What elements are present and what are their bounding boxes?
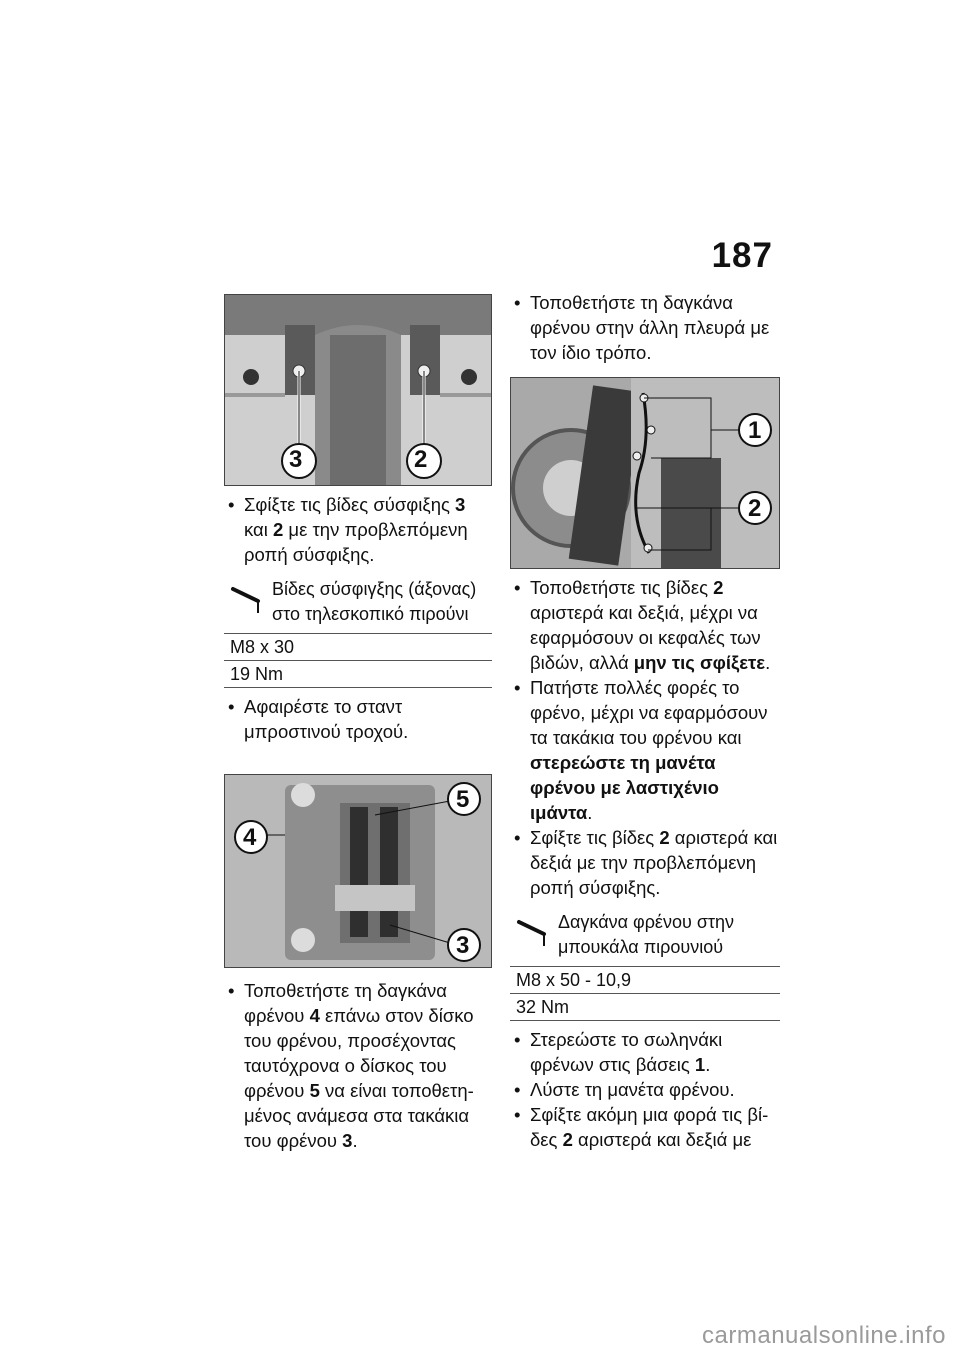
brake-caliper-photo <box>224 774 492 968</box>
spec-bolt-size: M8 x 30 <box>224 634 492 661</box>
torque-wrench-icon <box>516 914 552 950</box>
instruction-tighten-clamp-bolts: • Σφίξτε τις βίδες σύσφιξης 3 και 2 με την προβλεπόμενη ροπή σύσφιξης. <box>224 492 492 567</box>
callout-3b: 3 <box>456 932 470 959</box>
torque-wrench-icon <box>230 581 266 617</box>
spec-title: Δαγκάνα φρένου στην μπουκάλα πιρουνιού <box>558 912 735 957</box>
spec-torque: 32 Nm <box>510 994 780 1021</box>
left-column <box>224 294 492 1153</box>
callout-5: 5 <box>456 786 470 813</box>
spec-bolt-size: M8 x 50 - 10,9 <box>510 967 780 994</box>
instruction-secure-brake-line: • Στερεώστε το σωληνάκι φρένων στις βάσεις 1. <box>510 1027 780 1077</box>
brake-line-photo <box>510 377 780 569</box>
instruction-remove-stand: • Αφαιρέστε το σταντ μπροστινού τροχού. <box>224 694 492 744</box>
instruction-other-side: • Τοποθετήστε τη δαγκάνα φρένου στην άλλη πλευρά με τον ίδιο τρόπο. <box>510 290 780 365</box>
callout-4: 4 <box>243 824 257 851</box>
instruction-retighten-bolts: • Σφίξτε ακόμη μια φορά τις βί-δες 2 αριστερά και δεξιά με <box>510 1102 780 1152</box>
spec-title: Βίδες σύσφιγξης (άξονας) στο τηλεσκοπικό πιρούνι <box>272 579 477 624</box>
instruction-tighten-caliper-bolts: • Σφίξτε τις βίδες 2 αριστερά και δεξιά με την προβλεπόμενη ροπή σύσφιξης. <box>510 825 780 900</box>
page-number: 187 <box>711 236 773 275</box>
right-column <box>510 290 780 1152</box>
torque-spec-caliper <box>510 906 780 1021</box>
callout-3: 3 <box>289 446 303 473</box>
instruction-fit-bolts: • Τοποθετήστε τις βίδες 2 αριστερά και δεξιά, μέχρι να εφαρμόσουν οι κεφαλές των βιδών, αλλά μην τις σφίξετε. <box>510 575 780 675</box>
instruction-release-lever: • Λύστε τη μανέτα φρένου. <box>510 1077 780 1102</box>
watermark: carmanualsonline.info <box>702 1322 946 1349</box>
callout-2: 2 <box>414 446 428 473</box>
callout-2b: 2 <box>748 495 762 522</box>
spec-torque: 19 Nm <box>224 661 492 688</box>
instruction-pump-brake: • Πατήστε πολλές φορές το φρένο, μέχρι να εφαρμόσουν τα τακάκια του φρένου και στερεώστε τη μανέτα φρένου με λαστιχένιο ιμάντα. <box>510 675 780 825</box>
instruction-fit-caliper: • Τοποθετήστε τη δαγκάνα φρένου 4 επάνω στον δίσκο του φρένου, προσέχοντας ταυτόχρονα ο δίσκος του φρένου 5 να είναι τοποθετη-μένος ανάμεσα στα τακάκια του φρένου 3. <box>224 978 492 1153</box>
torque-spec-fork-clamp <box>224 573 492 688</box>
fork-clamp-photo <box>224 294 492 486</box>
callout-1: 1 <box>748 417 762 444</box>
